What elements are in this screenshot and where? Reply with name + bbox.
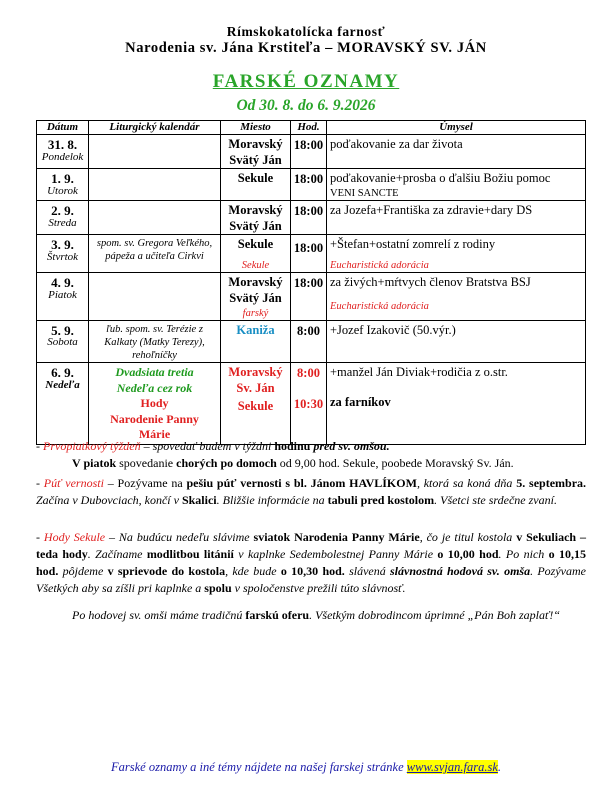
place-cell: Sekule Sekule bbox=[221, 235, 291, 273]
footer-text: Farské oznamy a iné témy nájdete na našej farskej stránke bbox=[111, 760, 407, 774]
date-cell: 5. 9. Sobota bbox=[37, 320, 89, 362]
adoration-note: Eucharistická adorácia bbox=[330, 300, 429, 312]
table-row bbox=[37, 201, 586, 235]
place-cell: Moravský Svätý Ján bbox=[221, 135, 291, 169]
adoration-note: Eucharistická adorácia bbox=[330, 259, 429, 271]
table-row bbox=[37, 169, 586, 201]
col-intention: Úmysel bbox=[327, 121, 586, 135]
table-row bbox=[37, 273, 586, 320]
notice-offering: Po hodovej sv. omši máme tradičnú farskú oferu. Všetkým dobrodincom úprimné „Pán Boh zaplať!“ bbox=[72, 608, 560, 622]
liturgy-cell: ľub. spom. sv. Terézie z Kalkaty (Matky Terezy), rehoľníčky bbox=[89, 320, 221, 362]
page-title-text: FARSKÉ OZNAMY bbox=[212, 71, 400, 92]
date-cell: 4. 9. Piatok bbox=[37, 273, 89, 320]
intention-cell: +Jozef Izakovič (50.výr.) bbox=[327, 320, 586, 362]
intention-cell: +manžel Ján Diviak+rodičia z o.str. za farníkov bbox=[327, 363, 586, 445]
place-note: farský bbox=[242, 307, 269, 319]
table-row bbox=[37, 235, 586, 273]
website-link[interactable]: www.svjan.fara.sk bbox=[406, 760, 498, 774]
liturgy-cell bbox=[89, 169, 221, 201]
notice-confession: - Prvopiatkový týždeň – spovedať budem v týždni hodinu pred sv. omšou. V piatok spovedanie chorých po domoch od 9,00 hod. Sekule, poobede Moravský Sv. Ján. bbox=[36, 439, 514, 470]
place-cell: Sekule bbox=[221, 169, 291, 201]
date-range: Od 30. 8. do 6. 9.2026 bbox=[236, 97, 376, 114]
liturgy-cell bbox=[89, 273, 221, 320]
date-cell: 1. 9. Utorok bbox=[37, 169, 89, 201]
time-cell: 18:00 bbox=[291, 135, 327, 169]
place-cell: Moravský Sv. Ján Sekule bbox=[221, 363, 291, 445]
table-row bbox=[37, 320, 586, 362]
parish-subtitle: Narodenia sv. Jána Krstiteľa – MORAVSKÝ SV. JÁN bbox=[125, 40, 487, 56]
schedule-table bbox=[36, 120, 586, 445]
time-cell: 18:00 bbox=[291, 201, 327, 235]
date-cell: 3. 9. Štvrtok bbox=[37, 235, 89, 273]
intention-cell: poďakovanie za dar života bbox=[327, 135, 586, 169]
table-row bbox=[37, 363, 586, 445]
table-row bbox=[37, 135, 586, 169]
table-header-row bbox=[37, 121, 586, 135]
intention-cell: poďakovanie+prosba o ďalšiu Božiu pomoc VENI SANCTE bbox=[327, 169, 586, 201]
place-cell: Moravský Svätý Ján farský bbox=[221, 273, 291, 320]
place-cell: Kaniža bbox=[221, 320, 291, 362]
intention-cell: za živých+mŕtvych členov Bratstva BSJ Eucharistická adorácia bbox=[327, 273, 586, 320]
liturgy-cell: Dvadsiata tretia Nedeľa cez rok Hody Narodenie Panny Márie bbox=[89, 363, 221, 445]
page-title bbox=[0, 71, 612, 93]
parish-name: Rímskokatolícka farnosť bbox=[226, 24, 386, 39]
time-cell: 8:00 10:30 bbox=[291, 363, 327, 445]
date-cell: 2. 9. Streda bbox=[37, 201, 89, 235]
intention-cell: +Štefan+ostatní zomrelí z rodiny Eucharistická adorácia bbox=[327, 235, 586, 273]
footer-tail: . bbox=[497, 760, 501, 774]
col-liturgy: Liturgický kalendár bbox=[89, 121, 221, 135]
intention-note: VENI SANCTE bbox=[330, 187, 399, 199]
place-cell: Moravský Svätý Ján bbox=[221, 201, 291, 235]
liturgy-cell: spom. sv. Gregora Veľkého, pápeža a učiteľa Cirkvi bbox=[89, 235, 221, 273]
liturgy-cell bbox=[89, 201, 221, 235]
col-time: Hod. bbox=[291, 121, 327, 135]
time-cell: 18:00 bbox=[291, 235, 327, 273]
time-cell: 18:00 bbox=[291, 273, 327, 320]
col-place: Miesto bbox=[221, 121, 291, 135]
time-cell: 8:00 bbox=[291, 320, 327, 362]
place-note: Sekule bbox=[241, 259, 270, 271]
notice-pilgrimage: - Púť vernosti – Pozývame na pešiu púť vernosti s bl. Jánom HAVLÍKOM, ktorá sa koná dňa 5. septembra. Začína v Dubovciach, končí v Skalici. Bližšie informácie na tabuli pred kostolom. Všetci ste srdečne zvaní. bbox=[36, 476, 587, 507]
footer bbox=[0, 760, 612, 775]
intention-cell: za Jozefa+Františka za zdravie+dary DS bbox=[327, 201, 586, 235]
date-cell: 31. 8. Pondelok bbox=[37, 135, 89, 169]
date-cell: 6. 9. Nedeľa bbox=[37, 363, 89, 445]
time-cell: 18:00 bbox=[291, 169, 327, 201]
notice-feast: - Hody Sekule – Na budúcu nedeľu slávime sviatok Narodenia Panny Márie, čo je titul kostola v Sekuliach – teda hody. Začíname modlitbou litánií v kaplnke Sedembolestnej Panny Márie o 10,00 hod. Po nich o 10,15 hod. pôjdeme v sprievode do kostola, kde bude o 10,30 hod. slávená slávnostná hodová sv. omša. Pozývame Všetkých aby sa zíšli pri kaplnke a spolu v spoločenstve prežili túto slávnosť. bbox=[36, 530, 587, 595]
liturgy-cell bbox=[89, 135, 221, 169]
col-date: Dátum bbox=[37, 121, 89, 135]
